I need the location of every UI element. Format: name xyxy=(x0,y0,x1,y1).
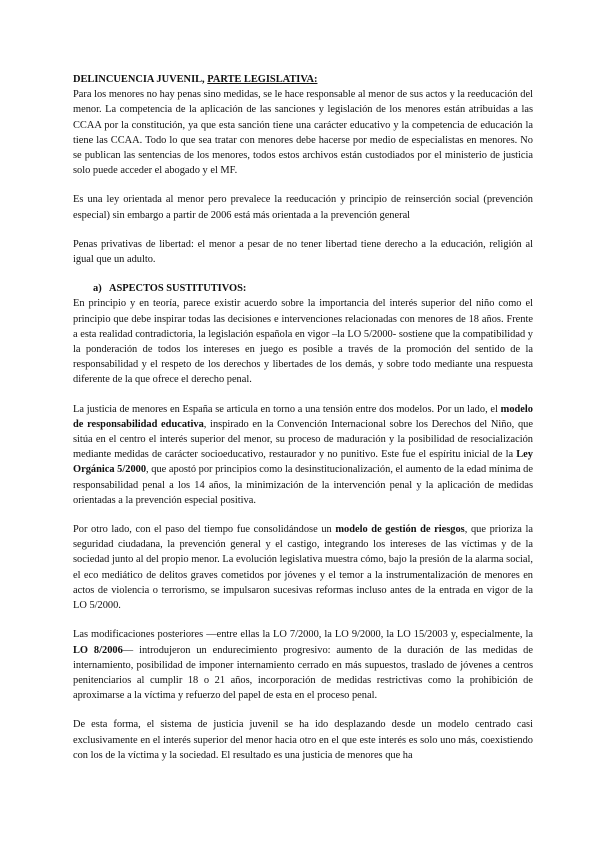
p7-text-a: Las modificaciones posteriores —entre ellas la LO 7/2000, la LO 9/2000, la LO 15/2003 y, especialmente, la xyxy=(73,629,533,641)
paragraph-8: De esta forma, el sistema de justicia juvenil se ha ido desplazando desde un modelo centrado casi exclusivamente en el interés superior del menor hacia otro en el que este interés es solo uno más, coexistiendo con los de la víctima y la sociedad. El resultado es una justicia de menores que ha xyxy=(73,719,533,761)
paragraph-6 xyxy=(73,522,533,613)
heading-part2: PARTE LEGISLATIVA: xyxy=(207,74,318,85)
document-heading xyxy=(73,72,533,87)
subheading-letter: a) xyxy=(93,283,102,295)
p6-text-c: , que prioriza la seguridad ciudadana, la prevención general y el castigo, integrando los intereses de las víctimas y de la sociedad junto al del propio menor. La evolución legislativa muestra cómo, bajo la presión de la alarma social, el eco mediático de delitos graves cometidos por jóvenes y el temor a la instrumentalización de menores en actos de violencia o terrorismo, se impulsaron sucesivas reformas incluso antes de la entrada en vigor de la LO 5/2000. xyxy=(73,524,533,612)
p7-text-c: — introdujeron un endurecimiento progresivo: aumento de la duración de las medidas de internamiento, posibilidad de imponer internamiento cerrado en más supuestos, traslado de jóvenes a centros penitenciarios al cumplir 18 o 21 años, incorporación de medidas restrictivas como la prohibición de aproximarse a la víctima y refuerzo del papel de esta en el proceso penal. xyxy=(73,644,533,702)
p5-text-a: La justicia de menores en España se articula en torno a una tensión entre dos modelos. Por un lado, el xyxy=(73,403,501,415)
paragraph-4: En principio y en teoría, parece existir acuerdo sobre la importancia del interés superior del niño como el principio que debe inspirar todas las decisiones e intervenciones relacionadas con menores de 18 años. Frente a esta realidad contradictoria, la legislación española en vigor –la LO 5/2000- sostiene que la compatibilidad y la ponderación de todos los intereses en juego es posible a través de la promoción del sentido de la responsabilidad y el respeto de los derechos y libertades de los demás, y sobre todo mediante una respuesta diferente de la que ofrece el derecho penal. xyxy=(73,298,533,386)
p5-bold-model: modelo de responsabilidad educativa xyxy=(73,403,533,430)
p5-bold-law: Ley Orgánica 5/2000 xyxy=(73,449,533,476)
document-page xyxy=(73,72,533,763)
p6-text-a: Por otro lado, con el paso del tiempo fue consolidándose un xyxy=(73,524,336,536)
section-subheading xyxy=(93,281,533,296)
heading-part1: DELINCUENCIA JUVENIL, xyxy=(73,74,208,85)
p7-bold-law: LO 8/2006 xyxy=(73,644,123,656)
subheading-text: ASPECTOS SUSTITUTIVOS: xyxy=(109,283,247,295)
paragraph-3: Penas privativas de libertad: el menor a pesar de no tener libertad tiene derecho a la educación, religión al igual que un adulto. xyxy=(73,238,533,266)
paragraph-5 xyxy=(73,402,533,508)
p5-text-d: , que apostó por principios como la desinstitucionalización, el aumento de la edad mínima de responsabilidad penal a los 14 años, la minimización de la intervención penal y la aplicación de medidas orientadas a la prevención especial positiva. xyxy=(73,464,533,506)
paragraph-2: Es una ley orientada al menor pero prevalece la reeducación y principio de reinserción social (prevención especial) sin embargo a partir de 2006 está más orientada a la prevención general xyxy=(73,194,533,221)
paragraph-1: Para los menores no hay penas sino medidas, se le hace responsable al menor de sus actos y la reeducación del menor. La competencia de la aplicación de las sanciones y legislación de los menores están atribuidas a las CCAA por la constitución, ya que esta sanción tiene una carácter educativo y la competencia de educación la tiene las CCAA. Todo lo que sea tratar con menores debe hacerse por medio de especialistas en menores. No se publican las sentencias de los menores, todos estos archivos están custodiados por el ministerio de justicia solo puede acceder el abogado y el MF. xyxy=(73,89,533,177)
p5-text-c: , inspirado en la Convención Internacional sobre los Derechos del Niño, que sitúa en el centro el interés superior del menor, su proceso de maduración y la posibilidad de resocialización mediante medidas de carácter socioeducativo, restaurador y no punitivo. Este fue el espíritu inicial de la xyxy=(73,418,533,461)
p6-bold-model: modelo de gestión de riesgos xyxy=(335,524,465,536)
paragraph-7 xyxy=(73,627,533,703)
